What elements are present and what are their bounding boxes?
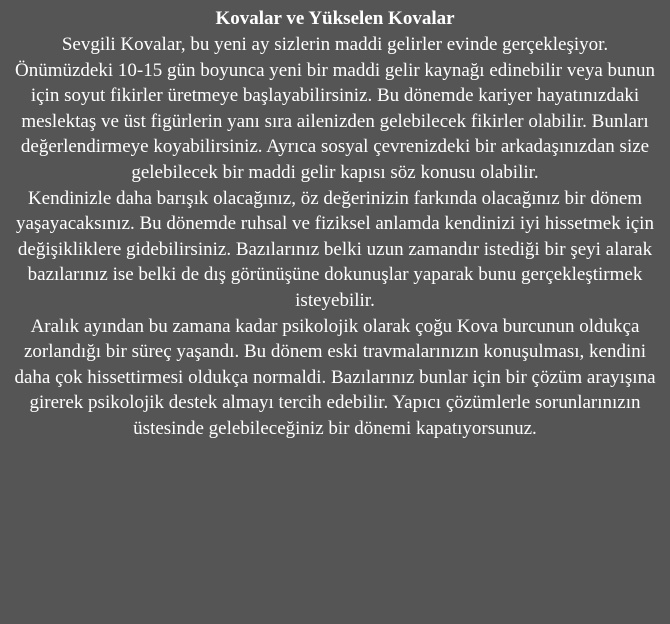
paragraph-psychology: Aralık ayından bu zamana kadar psikolojik olarak çoğu Kova burcunun oldukça zorlandığı bir süreç yaşandı. Bu dönem eski travmalarınızın konuşulması, kendini daha çok hissettirmesi oldukça normaldi. Bazılarınız bunlar için bir çözüm arayışına girerek psikolojik destek almayı tercih edebilir. Yapıcı çözümlerle sorunlarınızın üstesinde gelebileceğiniz bir dönemi kapatıyorsunuz. xyxy=(14,315,656,439)
paragraph-income: Sevgili Kovalar, bu yeni ay sizlerin maddi gelirler evinde gerçekleşiyor. Önümüzdeki 10-15 gün boyunca yeni bir maddi gelir kaynağı edinebilir veya bunun için soyut fikirler üretmeye başlayabilirsiniz. Bu dönemde kariyer hayatınızdaki meslektaş ve üst figürlerin yanı sıra ailenizden gelebilecek fikirler olabilir. Bunları değerlendirmeye koyabilirsiniz. Ayrıca sosyal çevrenizdeki bir arkadaşınızdan size gelebilecek bir maddi gelir kapısı söz konusu olabilir. xyxy=(14,34,656,183)
paragraph-self-worth: Kendinizle daha barışık olacağınız, öz değerinizin farkında olacağınız bir dönem yaşayacaksınız. Bu dönemde ruhsal ve fiziksel anlamda kendinizi iyi hissetmek için değişikliklere gidebilirsiniz. Bazılarınız belki uzun zamandır istediği bir şeyi alarak bazılarınız ise belki de dış görünüşüne dokunuşlar yaparak bunu gerçekleştirmek isteyebilir. xyxy=(16,187,654,311)
article-title: Kovalar ve Yükselen Kovalar xyxy=(215,8,455,29)
